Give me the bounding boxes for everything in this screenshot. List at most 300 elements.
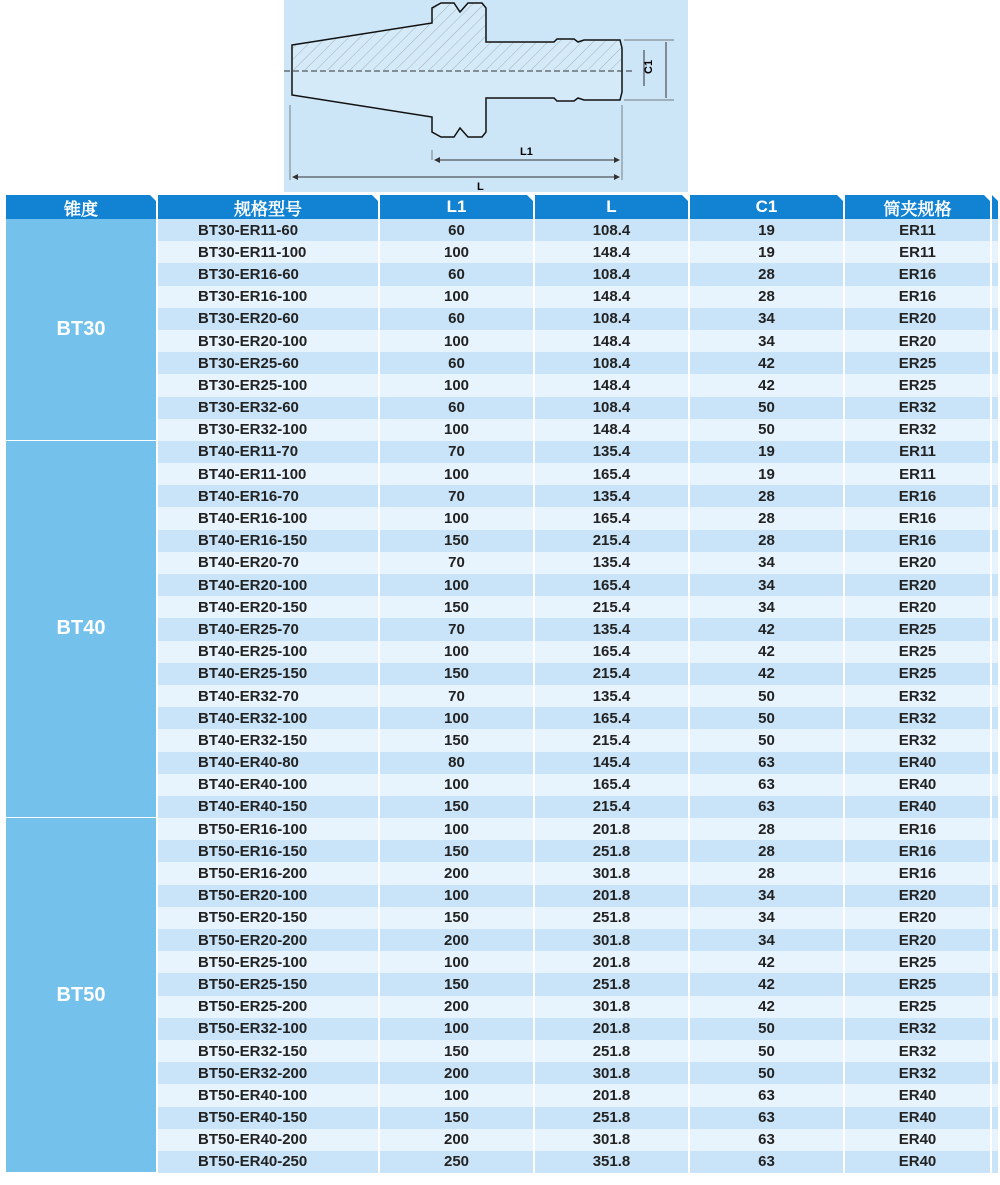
l-cell: 165.4 — [535, 574, 690, 596]
extra-cell — [992, 641, 1000, 663]
collet-cell: ER16 — [845, 507, 992, 529]
l1-cell: 70 — [380, 441, 535, 463]
table-row — [158, 1084, 1000, 1106]
table-row — [158, 441, 1000, 463]
l1-cell: 100 — [380, 774, 535, 796]
extra-cell — [992, 574, 1000, 596]
table-row — [158, 286, 1000, 308]
table-row — [158, 419, 1000, 441]
table-row — [158, 463, 1000, 485]
extra-cell — [992, 752, 1000, 774]
l1-cell: 150 — [380, 530, 535, 552]
table-row — [158, 530, 1000, 552]
model-cell: BT30-ER16-100 — [158, 286, 380, 308]
table-row — [158, 907, 1000, 929]
collet-cell: ER25 — [845, 374, 992, 396]
l1-cell: 100 — [380, 507, 535, 529]
table-row — [158, 752, 1000, 774]
l-cell: 215.4 — [535, 596, 690, 618]
l-cell: 201.8 — [535, 885, 690, 907]
model-cell: BT30-ER25-60 — [158, 352, 380, 374]
c1-cell: 50 — [690, 1062, 845, 1084]
collet-cell: ER25 — [845, 951, 992, 973]
l1-cell: 200 — [380, 929, 535, 951]
taper-cell: BT50 — [6, 818, 156, 1173]
model-cell: BT40-ER11-70 — [158, 441, 380, 463]
l-cell: 215.4 — [535, 530, 690, 552]
l-cell: 251.8 — [535, 1040, 690, 1062]
c1-cell: 50 — [690, 419, 845, 441]
c1-cell: 19 — [690, 463, 845, 485]
l-cell: 135.4 — [535, 485, 690, 507]
header-c1: C1 — [690, 195, 843, 219]
table-row — [158, 774, 1000, 796]
collet-cell: ER32 — [845, 1062, 992, 1084]
l1-cell: 100 — [380, 818, 535, 840]
table-row — [158, 840, 1000, 862]
extra-cell — [992, 818, 1000, 840]
extra-cell — [992, 729, 1000, 751]
l1-cell: 70 — [380, 485, 535, 507]
model-cell: BT30-ER32-60 — [158, 397, 380, 419]
table-row — [158, 352, 1000, 374]
table-row — [158, 485, 1000, 507]
extra-cell — [992, 774, 1000, 796]
collet-cell: ER11 — [845, 219, 992, 241]
collet-cell: ER25 — [845, 618, 992, 640]
table-row — [158, 574, 1000, 596]
l1-cell: 150 — [380, 840, 535, 862]
collet-cell: ER20 — [845, 308, 992, 330]
collet-cell: ER40 — [845, 1107, 992, 1129]
l1-cell: 250 — [380, 1151, 535, 1173]
l1-cell: 60 — [380, 352, 535, 374]
l-cell: 108.4 — [535, 263, 690, 285]
c1-cell: 19 — [690, 241, 845, 263]
model-cell: BT40-ER32-100 — [158, 707, 380, 729]
l-cell: 148.4 — [535, 330, 690, 352]
model-cell: BT40-ER16-100 — [158, 507, 380, 529]
l-cell: 301.8 — [535, 929, 690, 951]
model-cell: BT50-ER32-150 — [158, 1040, 380, 1062]
table-row — [158, 263, 1000, 285]
l1-cell: 150 — [380, 907, 535, 929]
extra-cell — [992, 707, 1000, 729]
model-cell: BT40-ER25-100 — [158, 641, 380, 663]
model-cell: BT50-ER40-150 — [158, 1107, 380, 1129]
l-cell: 201.8 — [535, 1084, 690, 1106]
header-l1: L1 — [380, 195, 533, 219]
extra-cell — [992, 1084, 1000, 1106]
table-row — [158, 951, 1000, 973]
model-cell: BT50-ER40-100 — [158, 1084, 380, 1106]
model-cell: BT50-ER40-250 — [158, 1151, 380, 1173]
l-cell: 215.4 — [535, 729, 690, 751]
model-cell: BT40-ER16-150 — [158, 530, 380, 552]
svg-text:L: L — [477, 181, 484, 192]
l-cell: 201.8 — [535, 818, 690, 840]
taper-cell: BT30 — [6, 219, 156, 441]
l1-cell: 150 — [380, 1040, 535, 1062]
table-row — [158, 885, 1000, 907]
collet-cell: ER11 — [845, 441, 992, 463]
l1-cell: 100 — [380, 374, 535, 396]
model-cell: BT40-ER25-150 — [158, 663, 380, 685]
l1-cell: 100 — [380, 1084, 535, 1106]
l-cell: 351.8 — [535, 1151, 690, 1173]
collet-cell: ER25 — [845, 641, 992, 663]
c1-cell: 34 — [690, 596, 845, 618]
l-cell: 108.4 — [535, 397, 690, 419]
c1-cell: 34 — [690, 574, 845, 596]
collet-cell: ER32 — [845, 397, 992, 419]
table-row — [158, 796, 1000, 818]
table-row — [158, 1018, 1000, 1040]
collet-cell: ER32 — [845, 707, 992, 729]
model-cell: BT50-ER16-150 — [158, 840, 380, 862]
model-cell: BT50-ER25-200 — [158, 996, 380, 1018]
collet-cell: ER16 — [845, 263, 992, 285]
c1-cell: 28 — [690, 507, 845, 529]
l-cell: 148.4 — [535, 419, 690, 441]
l1-cell: 60 — [380, 219, 535, 241]
l1-cell: 200 — [380, 1129, 535, 1151]
c1-cell: 28 — [690, 862, 845, 884]
table-header — [6, 195, 1000, 219]
l-cell: 135.4 — [535, 441, 690, 463]
c1-cell: 42 — [690, 663, 845, 685]
model-cell: BT30-ER11-60 — [158, 219, 380, 241]
l1-cell: 150 — [380, 973, 535, 995]
c1-cell: 28 — [690, 818, 845, 840]
extra-cell — [992, 485, 1000, 507]
c1-cell: 28 — [690, 286, 845, 308]
l-cell: 135.4 — [535, 618, 690, 640]
model-cell: BT40-ER25-70 — [158, 618, 380, 640]
extra-cell — [992, 241, 1000, 263]
header-l: L — [535, 195, 688, 219]
extra-cell — [992, 286, 1000, 308]
extra-cell — [992, 441, 1000, 463]
collet-cell: ER40 — [845, 1084, 992, 1106]
c1-cell: 42 — [690, 352, 845, 374]
table-row — [158, 818, 1000, 840]
c1-cell: 42 — [690, 973, 845, 995]
c1-cell: 34 — [690, 929, 845, 951]
model-cell: BT50-ER25-150 — [158, 973, 380, 995]
extra-cell — [992, 1107, 1000, 1129]
c1-cell: 63 — [690, 1084, 845, 1106]
collet-cell: ER16 — [845, 818, 992, 840]
model-cell: BT30-ER32-100 — [158, 419, 380, 441]
l1-cell: 100 — [380, 574, 535, 596]
collet-cell: ER32 — [845, 1018, 992, 1040]
l-cell: 135.4 — [535, 552, 690, 574]
extra-cell — [992, 552, 1000, 574]
l-cell: 301.8 — [535, 1062, 690, 1084]
collet-cell: ER32 — [845, 729, 992, 751]
extra-cell — [992, 951, 1000, 973]
c1-cell: 63 — [690, 1107, 845, 1129]
c1-cell: 19 — [690, 441, 845, 463]
l1-cell: 100 — [380, 885, 535, 907]
model-cell: BT40-ER32-70 — [158, 685, 380, 707]
c1-cell: 34 — [690, 907, 845, 929]
l-cell: 108.4 — [535, 308, 690, 330]
model-cell: BT40-ER20-70 — [158, 552, 380, 574]
extra-cell — [992, 219, 1000, 241]
table-row — [158, 862, 1000, 884]
collet-cell: ER20 — [845, 552, 992, 574]
collet-cell: ER25 — [845, 973, 992, 995]
c1-cell: 42 — [690, 951, 845, 973]
model-cell: BT50-ER40-200 — [158, 1129, 380, 1151]
l1-cell: 80 — [380, 752, 535, 774]
l1-cell: 200 — [380, 862, 535, 884]
l1-cell: 100 — [380, 641, 535, 663]
table-row — [158, 618, 1000, 640]
model-cell: BT30-ER20-100 — [158, 330, 380, 352]
taper-group — [6, 818, 1000, 1173]
collet-cell: ER20 — [845, 885, 992, 907]
table-row — [158, 330, 1000, 352]
model-cell: BT40-ER20-100 — [158, 574, 380, 596]
l-cell: 301.8 — [535, 862, 690, 884]
c1-cell: 42 — [690, 641, 845, 663]
extra-cell — [992, 973, 1000, 995]
l-cell: 145.4 — [535, 752, 690, 774]
l-cell: 251.8 — [535, 973, 690, 995]
extra-cell — [992, 463, 1000, 485]
collet-cell: ER20 — [845, 330, 992, 352]
extra-cell — [992, 929, 1000, 951]
model-cell: BT40-ER11-100 — [158, 463, 380, 485]
collet-cell: ER20 — [845, 596, 992, 618]
svg-text:C1: C1 — [643, 59, 655, 74]
extra-cell — [992, 840, 1000, 862]
c1-cell: 63 — [690, 774, 845, 796]
l-cell: 201.8 — [535, 1018, 690, 1040]
svg-text:L1: L1 — [520, 146, 533, 158]
collet-cell: ER25 — [845, 996, 992, 1018]
collet-cell: ER16 — [845, 286, 992, 308]
l-cell: 135.4 — [535, 685, 690, 707]
c1-cell: 28 — [690, 840, 845, 862]
extra-cell — [992, 796, 1000, 818]
table-row — [158, 685, 1000, 707]
c1-cell: 34 — [690, 552, 845, 574]
collet-cell: ER40 — [845, 1151, 992, 1173]
model-cell: BT40-ER40-80 — [158, 752, 380, 774]
collet-cell: ER16 — [845, 530, 992, 552]
collet-cell: ER16 — [845, 862, 992, 884]
l1-cell: 60 — [380, 308, 535, 330]
collet-cell: ER40 — [845, 1129, 992, 1151]
model-cell: BT40-ER40-100 — [158, 774, 380, 796]
extra-cell — [992, 1151, 1000, 1173]
extra-cell — [992, 1062, 1000, 1084]
collet-cell: ER11 — [845, 241, 992, 263]
c1-cell: 50 — [690, 707, 845, 729]
table-row — [158, 1107, 1000, 1129]
extra-cell — [992, 885, 1000, 907]
l-cell: 108.4 — [535, 219, 690, 241]
model-cell: BT50-ER25-100 — [158, 951, 380, 973]
extra-cell — [992, 907, 1000, 929]
header-extra — [992, 195, 998, 219]
table-row — [158, 1062, 1000, 1084]
extra-cell — [992, 618, 1000, 640]
c1-cell: 63 — [690, 752, 845, 774]
table-row — [158, 241, 1000, 263]
c1-cell: 28 — [690, 263, 845, 285]
model-cell: BT30-ER25-100 — [158, 374, 380, 396]
extra-cell — [992, 685, 1000, 707]
model-cell: BT40-ER16-70 — [158, 485, 380, 507]
l-cell: 108.4 — [535, 352, 690, 374]
l-cell: 251.8 — [535, 907, 690, 929]
l-cell: 215.4 — [535, 796, 690, 818]
table-row — [158, 641, 1000, 663]
c1-cell: 50 — [690, 1018, 845, 1040]
extra-cell — [992, 1040, 1000, 1062]
model-cell: BT30-ER16-60 — [158, 263, 380, 285]
l-cell: 251.8 — [535, 840, 690, 862]
c1-cell: 34 — [690, 330, 845, 352]
model-cell: BT50-ER20-150 — [158, 907, 380, 929]
table-row — [158, 397, 1000, 419]
l1-cell: 70 — [380, 685, 535, 707]
l-cell: 165.4 — [535, 507, 690, 529]
table-row — [158, 1040, 1000, 1062]
model-cell: BT50-ER20-100 — [158, 885, 380, 907]
taper-group — [6, 441, 1000, 818]
collet-cell: ER20 — [845, 929, 992, 951]
c1-cell: 63 — [690, 1151, 845, 1173]
l1-cell: 100 — [380, 707, 535, 729]
header-model: 规格型号 — [158, 195, 378, 219]
table-row — [158, 663, 1000, 685]
model-cell: BT50-ER20-200 — [158, 929, 380, 951]
l1-cell: 200 — [380, 1062, 535, 1084]
c1-cell: 50 — [690, 685, 845, 707]
l-cell: 165.4 — [535, 463, 690, 485]
collet-cell: ER40 — [845, 752, 992, 774]
c1-cell: 42 — [690, 618, 845, 640]
c1-cell: 50 — [690, 1040, 845, 1062]
collet-cell: ER32 — [845, 419, 992, 441]
table-row — [158, 374, 1000, 396]
l1-cell: 100 — [380, 241, 535, 263]
extra-cell — [992, 263, 1000, 285]
l-cell: 165.4 — [535, 641, 690, 663]
table-row — [158, 996, 1000, 1018]
l1-cell: 70 — [380, 618, 535, 640]
extra-cell — [992, 663, 1000, 685]
extra-cell — [992, 1129, 1000, 1151]
l-cell: 165.4 — [535, 774, 690, 796]
collet-cell: ER16 — [845, 840, 992, 862]
l1-cell: 100 — [380, 951, 535, 973]
c1-cell: 34 — [690, 308, 845, 330]
extra-cell — [992, 530, 1000, 552]
l-cell: 148.4 — [535, 286, 690, 308]
extra-cell — [992, 330, 1000, 352]
c1-cell: 63 — [690, 1129, 845, 1151]
model-cell: BT50-ER16-200 — [158, 862, 380, 884]
table-row — [158, 1151, 1000, 1173]
tool-holder-drawing-icon — [284, 0, 688, 192]
l1-cell: 150 — [380, 596, 535, 618]
c1-cell: 34 — [690, 885, 845, 907]
extra-cell — [992, 1018, 1000, 1040]
l-cell: 251.8 — [535, 1107, 690, 1129]
collet-cell: ER25 — [845, 352, 992, 374]
model-cell: BT40-ER40-150 — [158, 796, 380, 818]
collet-cell: ER11 — [845, 463, 992, 485]
l1-cell: 100 — [380, 286, 535, 308]
collet-cell: ER16 — [845, 485, 992, 507]
header-collet: 筒夹规格 — [845, 195, 990, 219]
table-row — [158, 308, 1000, 330]
extra-cell — [992, 419, 1000, 441]
l1-cell: 60 — [380, 397, 535, 419]
c1-cell: 28 — [690, 530, 845, 552]
spec-table — [6, 195, 1000, 1173]
l-cell: 215.4 — [535, 663, 690, 685]
model-cell: BT30-ER11-100 — [158, 241, 380, 263]
table-row — [158, 596, 1000, 618]
c1-cell: 63 — [690, 796, 845, 818]
extra-cell — [992, 374, 1000, 396]
l1-cell: 100 — [380, 419, 535, 441]
extra-cell — [992, 507, 1000, 529]
l1-cell: 150 — [380, 663, 535, 685]
l1-cell: 150 — [380, 796, 535, 818]
model-cell: BT50-ER32-200 — [158, 1062, 380, 1084]
model-cell: BT40-ER20-150 — [158, 596, 380, 618]
c1-cell: 28 — [690, 485, 845, 507]
table-row — [158, 729, 1000, 751]
l-cell: 148.4 — [535, 374, 690, 396]
table-row — [158, 552, 1000, 574]
model-cell: BT40-ER32-150 — [158, 729, 380, 751]
c1-cell: 42 — [690, 996, 845, 1018]
l1-cell: 150 — [380, 729, 535, 751]
collet-cell: ER25 — [845, 663, 992, 685]
extra-cell — [992, 996, 1000, 1018]
extra-cell — [992, 397, 1000, 419]
l1-cell: 70 — [380, 552, 535, 574]
taper-group — [6, 219, 1000, 441]
collet-cell: ER40 — [845, 774, 992, 796]
extra-cell — [992, 308, 1000, 330]
collet-cell: ER32 — [845, 685, 992, 707]
l1-cell: 100 — [380, 330, 535, 352]
c1-cell: 42 — [690, 374, 845, 396]
collet-cell: ER40 — [845, 796, 992, 818]
table-row — [158, 219, 1000, 241]
l-cell: 201.8 — [535, 951, 690, 973]
c1-cell: 50 — [690, 397, 845, 419]
table-row — [158, 507, 1000, 529]
extra-cell — [992, 352, 1000, 374]
l-cell: 301.8 — [535, 996, 690, 1018]
table-row — [158, 707, 1000, 729]
extra-cell — [992, 596, 1000, 618]
l-cell: 165.4 — [535, 707, 690, 729]
l-cell: 148.4 — [535, 241, 690, 263]
